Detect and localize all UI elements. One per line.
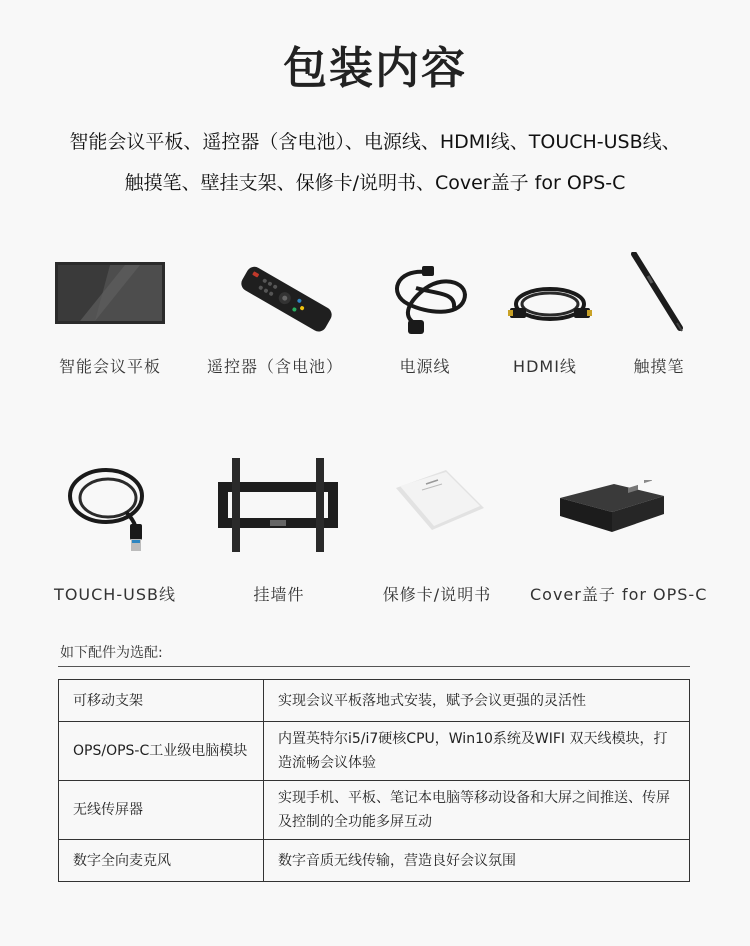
table-row [59, 781, 690, 840]
power-cord-icon [386, 264, 470, 336]
table-row [59, 680, 690, 722]
item-label: 挂墙件 [253, 585, 305, 604]
table-cell-name: 数字全向麦克风 [59, 840, 264, 882]
optional-table [58, 679, 690, 882]
stylus-icon [628, 252, 688, 334]
table-cell-desc: 实现会议平板落地式安装，赋予会议更强的灵活性 [264, 680, 690, 722]
table-cell-name: 可移动支架 [59, 680, 264, 722]
hdmi-cable-icon [508, 280, 592, 328]
item-label: 保修卡/说明书 [382, 585, 492, 604]
item-label: TOUCH-USB线 [54, 585, 176, 604]
table-cell-name: 无线传屏器 [59, 781, 264, 840]
item-label: 遥控器（含电池） [206, 357, 343, 376]
panel-icon [55, 262, 165, 324]
usb-cable-icon [66, 462, 150, 554]
table-cell-name: OPS/OPS-C工业级电脑模块 [59, 722, 264, 781]
divider [58, 666, 690, 667]
table-cell-desc: 内置英特尔i5/i7硬核CPU，Win10系统及WIFI 双天线模块，打造流畅会议体验 [264, 722, 690, 781]
optional-label: 如下配件为选配: [60, 645, 163, 661]
item-label: 智能会议平板 [58, 357, 161, 376]
table-row [59, 722, 690, 781]
item-label: HDMI线 [513, 357, 577, 376]
page-title: 包装内容 [283, 43, 467, 94]
item-label: Cover盖子 for OPS-C [530, 585, 708, 604]
remote-icon [236, 260, 336, 340]
table-row [59, 840, 690, 882]
intro-line-1: 智能会议平板、遥控器（含电池）、电源线、HDMI线、TOUCH-USB线、 [69, 131, 681, 153]
table-cell-desc: 实现手机、平板、笔记本电脑等移动设备和大屏之间推送、传屏及控制的全功能多屏互动 [264, 781, 690, 840]
wall-mount-icon [216, 456, 340, 554]
manual-icon [392, 468, 488, 532]
table-cell-desc: 数字音质无线传输，营造良好会议氛围 [264, 840, 690, 882]
intro-line-2: 触摸笔、壁挂支架、保修卡/说明书、Cover盖子 for OPS-C [124, 172, 626, 194]
item-label: 触摸笔 [633, 357, 685, 376]
ops-module-icon [556, 480, 668, 534]
item-label: 电源线 [399, 357, 451, 376]
